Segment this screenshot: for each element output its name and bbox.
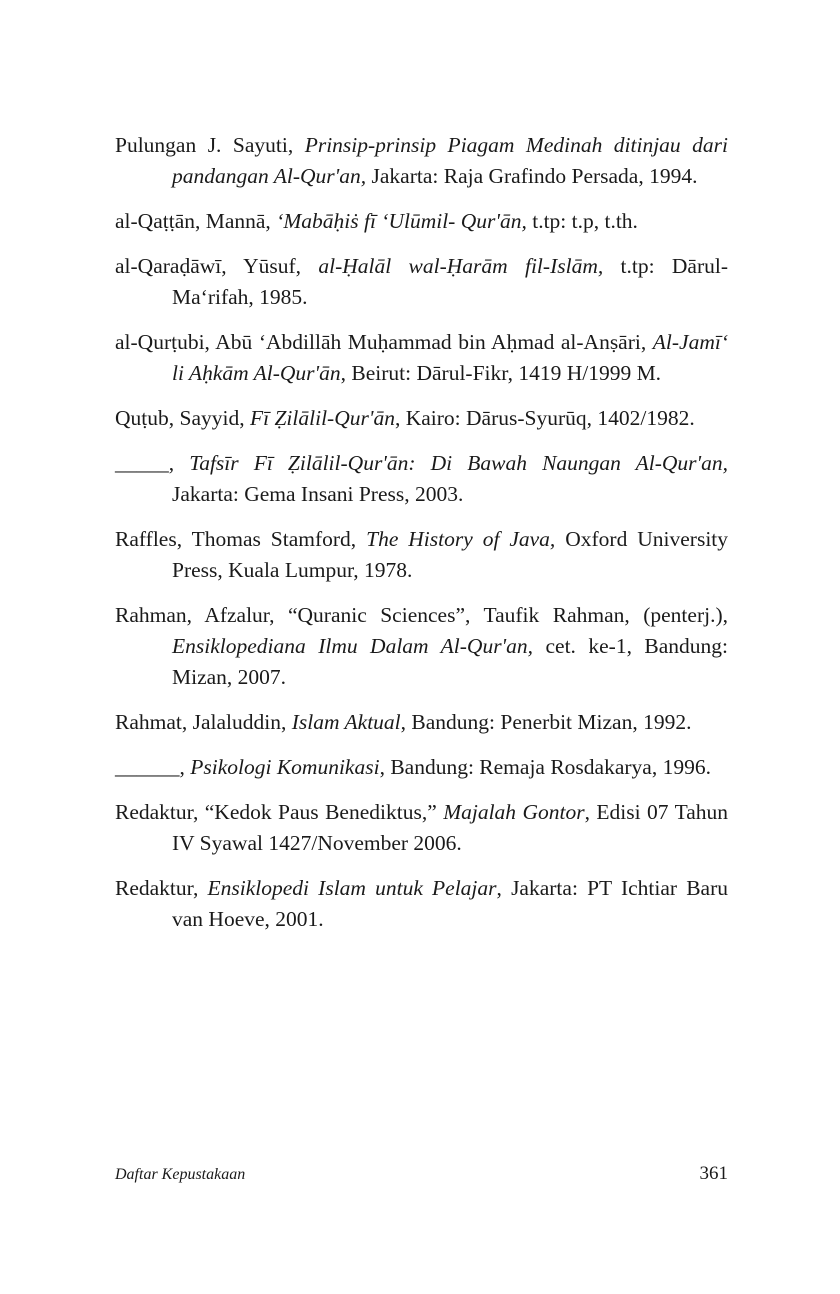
reference-text: t.tp: t.p, t.th. (526, 209, 638, 233)
reference-entry (115, 752, 728, 783)
reference-text: ______, (115, 755, 191, 779)
reference-title: Psikologi Komunikasi (190, 755, 380, 779)
reference-entry (115, 797, 728, 859)
page-number: 361 (699, 1163, 728, 1184)
reference-title: Islam Aktual (291, 710, 401, 734)
reference-entry (115, 130, 728, 192)
reference-text: al-Qurṭubi, Abū ‘Abdillāh Muḥammad bin Aḥmad al-Anṣāri, (115, 330, 653, 354)
reference-text: , Beirut: Dārul-Fikr, 1419 H/1999 M. (340, 361, 662, 385)
reference-entry (115, 600, 728, 693)
reference-entry (115, 251, 728, 313)
reference-text: , Jakarta: PT Ichtiar Baru van Hoeve, 2001. (172, 876, 729, 931)
reference-title: Fī Ẓilālil-Qur'ān (249, 406, 395, 430)
reference-text: Jakarta: Gema Insani Press, 2003. (172, 482, 464, 506)
footer-title: Daftar Kepustakaan (115, 1166, 246, 1183)
reference-entry (115, 448, 728, 510)
reference-title: Al-Jamī‘ li Aḥkām Al-Qur'ān (172, 330, 728, 385)
reference-entry (115, 524, 728, 586)
reference-text: al-Qaṭṭān, Mannā, (115, 209, 277, 233)
reference-entry (115, 206, 728, 237)
reference-entry (115, 403, 728, 434)
reference-title: Majalah Gontor (443, 800, 585, 824)
reference-text: cet. ke-1, Bandung: Mizan, 2007. (172, 634, 728, 689)
reference-entry (115, 327, 728, 389)
reference-text: Rahman, Afzalur, “Quranic Sciences”, Taufik Rahman, (penterj.), (115, 603, 728, 627)
reference-title: al-Ḥalāl wal-Ḥarām fil-Islām, (318, 254, 604, 278)
reference-entry (115, 873, 728, 935)
reference-text: al-Qaraḍāwī, Yūsuf, (115, 254, 319, 278)
reference-text: t.tp: Dārul-Ma‘rifah, 1985. (172, 254, 729, 309)
reference-title: The History of Java, (366, 527, 556, 551)
reference-text: , Bandung: Remaja Rosdakarya, 1996. (379, 755, 711, 779)
reference-text: Raffles, Thomas Stamford, (115, 527, 367, 551)
reference-text: Rahmat, Jalaluddin, (115, 710, 292, 734)
reference-text: , Edisi 07 Tahun IV Syawal 1427/November 2006. (172, 800, 728, 855)
reference-text: _____, (115, 451, 190, 475)
reference-text: Quṭub, Sayyid, (115, 406, 250, 430)
reference-text: Oxford University Press, Kuala Lumpur, 1978. (172, 527, 729, 582)
reference-text: , Bandung: Penerbit Mizan, 1992. (400, 710, 692, 734)
reference-title: ‘Mabāḥiṡ fī ‘Ulūmil- Qur'ān, (276, 209, 527, 233)
reference-title: Tafsīr Fī Ẓilālil-Qur'ān: Di Bawah Naungan Al-Qur'an, (189, 451, 728, 475)
reference-title: Prinsip-prinsip Piagam Medinah ditinjau dari pandangan Al-Qur'an, (172, 133, 728, 188)
reference-text: Pulungan J. Sayuti, (115, 133, 305, 157)
reference-text: Jakarta: Raja Grafindo Persada, 1994. (366, 164, 698, 188)
reference-text: Redaktur, “Kedok Paus Benediktus,” (115, 800, 444, 824)
reference-list (115, 130, 728, 949)
page-footer (115, 1163, 728, 1185)
reference-entry (115, 707, 728, 738)
reference-title: Ensiklopediana Ilmu Dalam Al-Qur'an, (172, 634, 534, 658)
reference-title: Ensiklopedi Islam untuk Pelajar (207, 876, 497, 900)
reference-text: , Kairo: Dārus-Syurūq, 1402/1982. (394, 406, 695, 430)
reference-text: Redaktur, (115, 876, 208, 900)
